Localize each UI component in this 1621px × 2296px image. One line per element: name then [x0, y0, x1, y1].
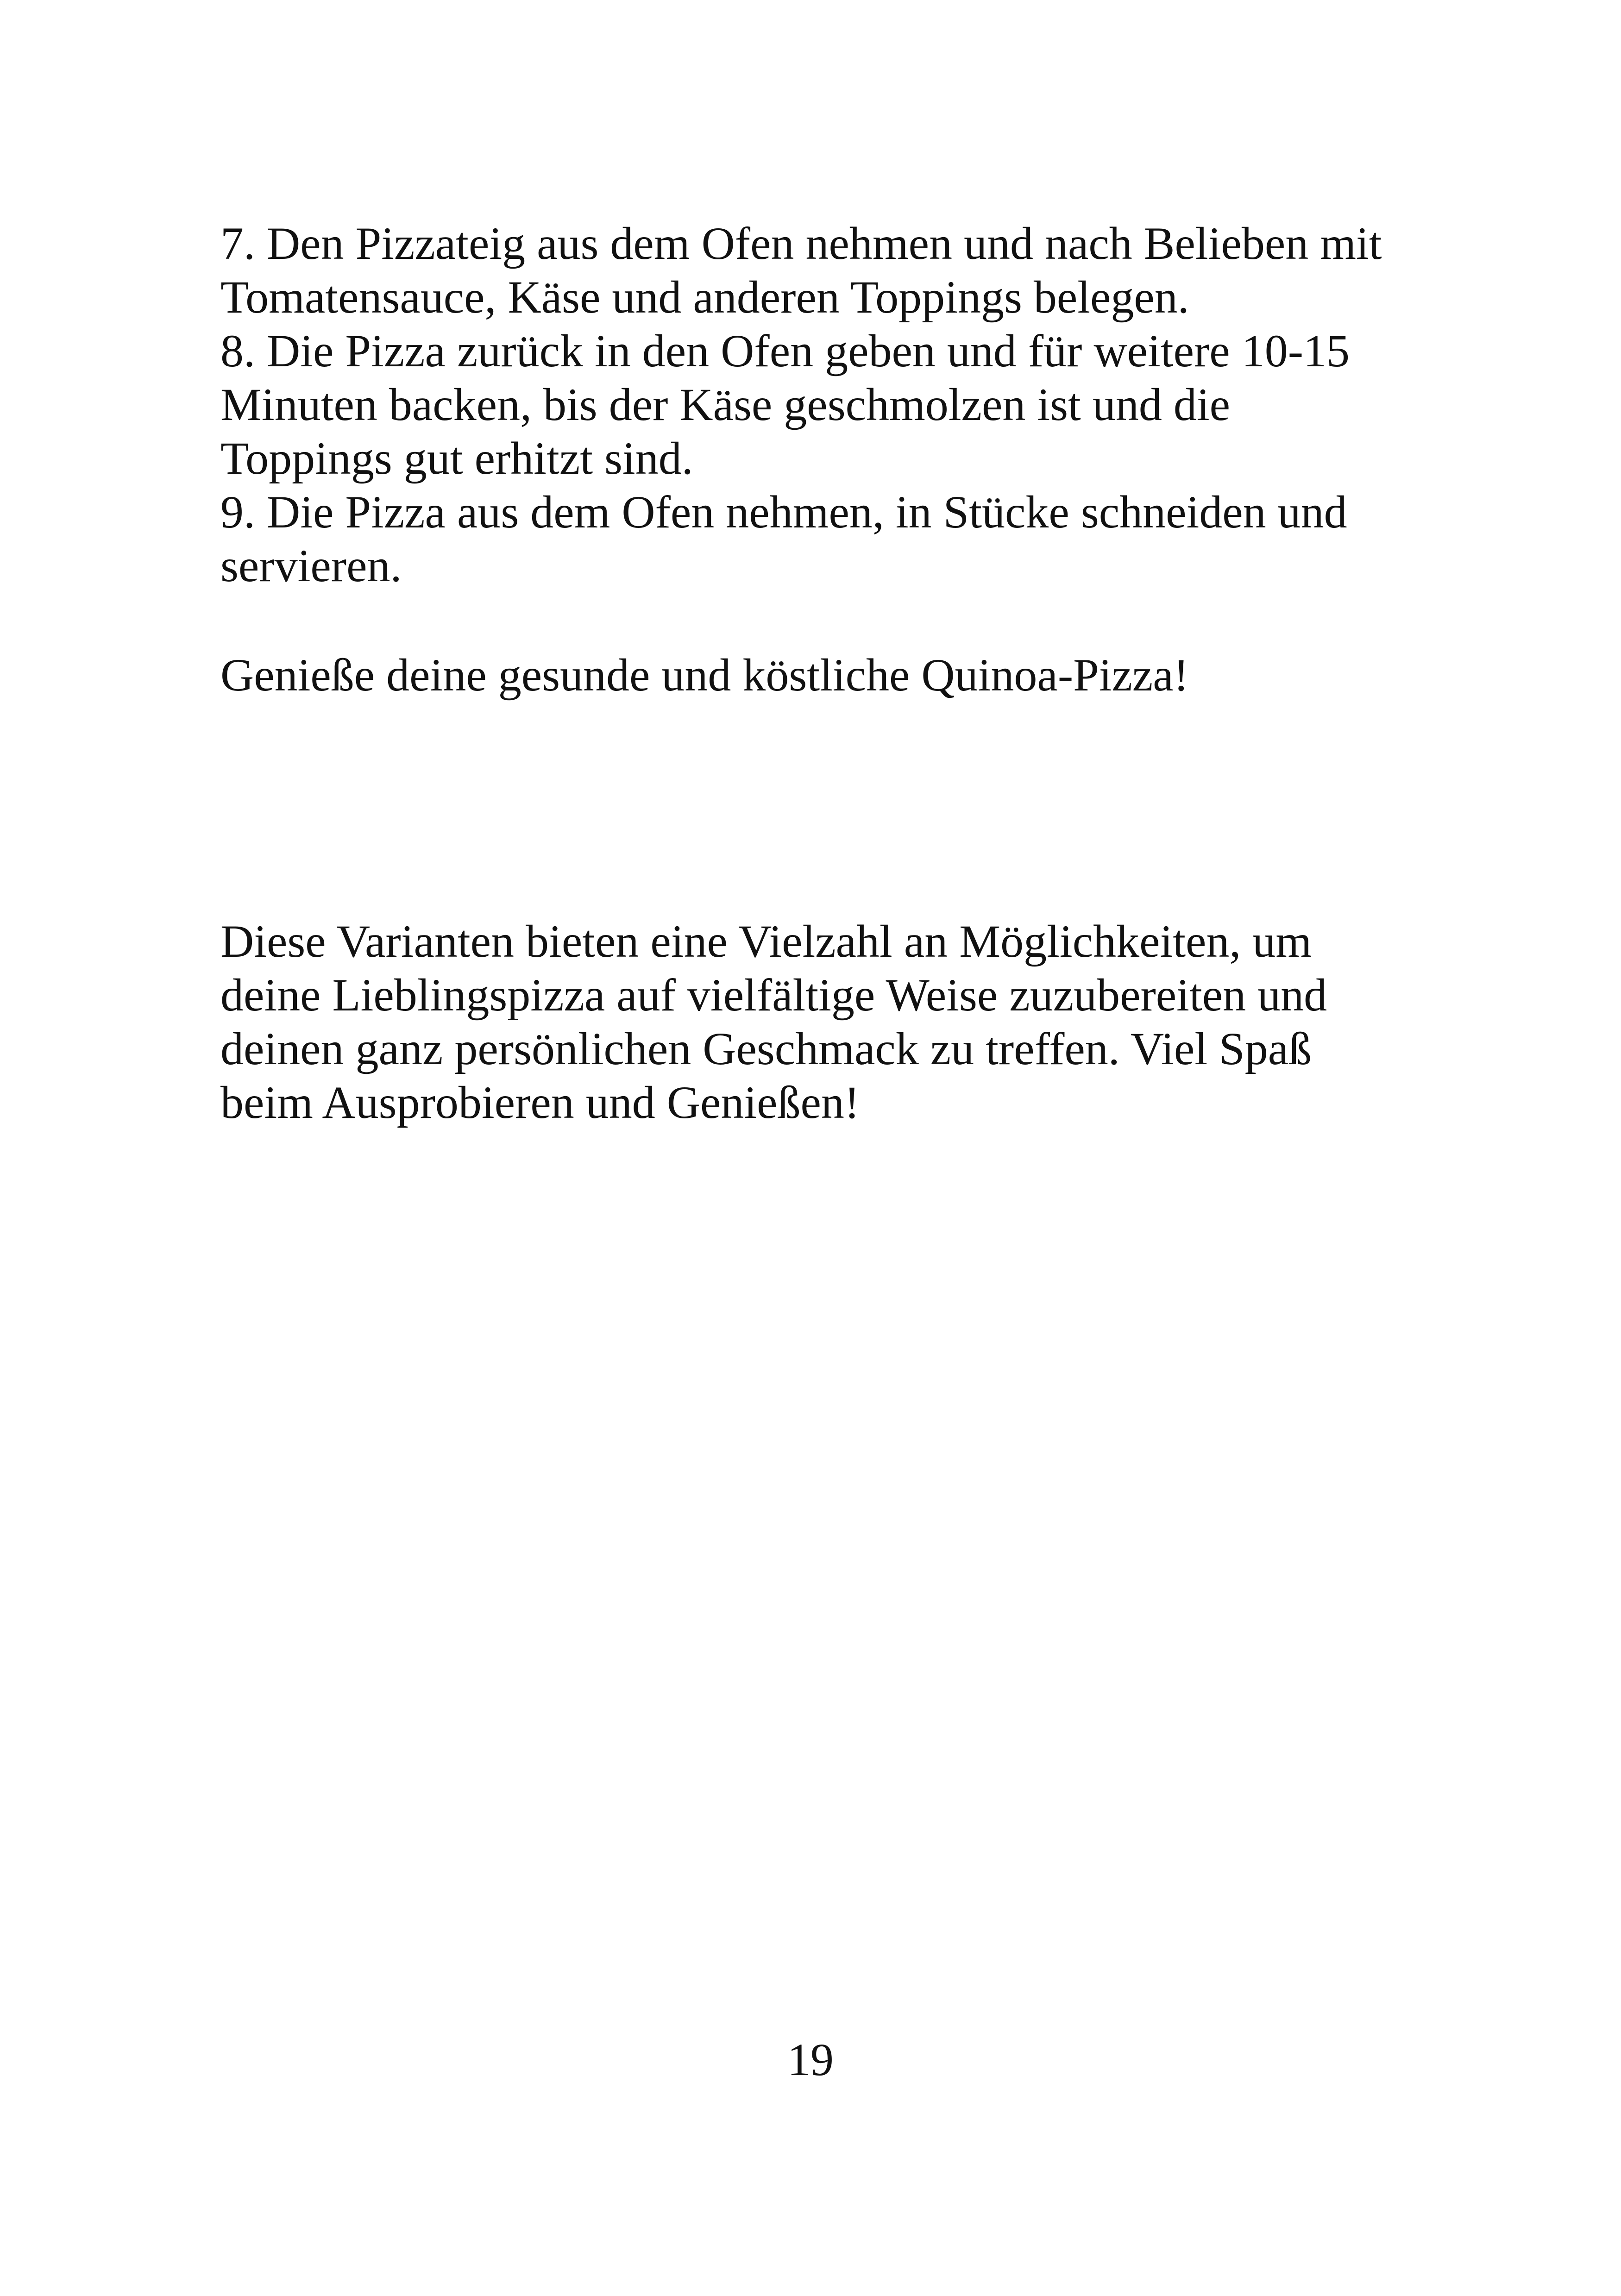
text-line: deinen ganz persönlichen Geschmack zu treffen. Viel Spaß [220, 1023, 1312, 1074]
text-line: servieren. [220, 540, 402, 591]
text-line: Minuten backen, bis der Käse geschmolzen ist und die [220, 379, 1230, 430]
recipe-steps-paragraph [220, 217, 1471, 593]
text-line: Toppings gut erhitzt sind. [220, 433, 693, 484]
summary-paragraph [220, 915, 1471, 1129]
text-line: Diese Varianten bieten eine Vielzahl an Möglichkeiten, um [220, 916, 1312, 967]
closing-paragraph [220, 648, 1471, 702]
text-line: Genieße deine gesunde und köstliche Quinoa-Pizza! [220, 649, 1189, 701]
text-line: deine Lieblingspizza auf vielfältige Weise zuzubereiten und [220, 969, 1327, 1021]
text-line: 9. Die Pizza aus dem Ofen nehmen, in Stücke schneiden und [220, 486, 1347, 538]
text-line: 7. Den Pizzateig aus dem Ofen nehmen und nach Belieben mit [220, 218, 1382, 269]
text-line: beim Ausprobieren und Genießen! [220, 1077, 860, 1128]
text-line: Tomatensauce, Käse und anderen Toppings belegen. [220, 271, 1189, 323]
page-number: 19 [787, 2034, 834, 2085]
text-line: 8. Die Pizza zurück in den Ofen geben und für weitere 10-15 [220, 325, 1350, 376]
